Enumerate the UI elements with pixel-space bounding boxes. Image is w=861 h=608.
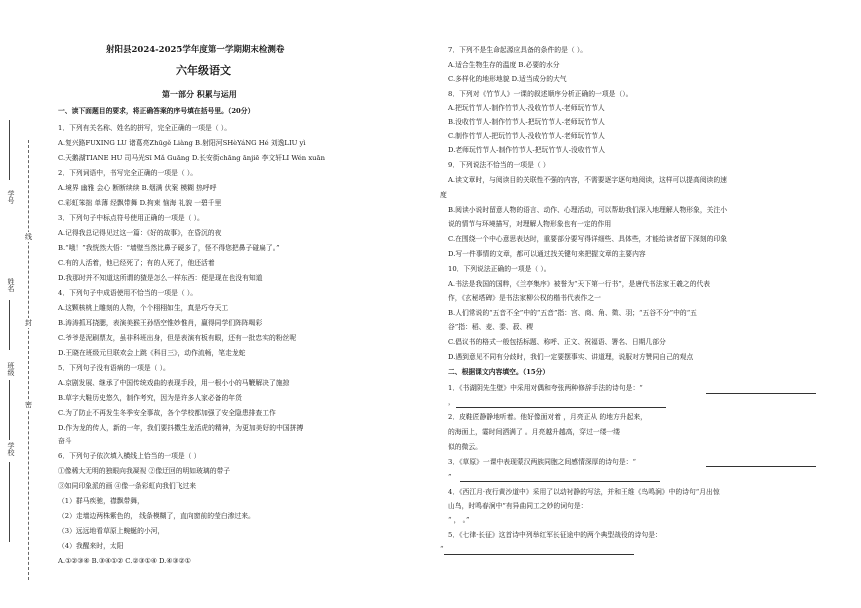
question-line: C.多样化的地形地貌 D.适当成分的大气	[448, 75, 567, 83]
student-number-blank[interactable]	[9, 120, 10, 180]
question-line: A.复兴路FUXING LU 诸葛亮Zhūgě Liàng B.射阳河SHèYáNG Hé 刘逸LIU yì	[58, 139, 306, 147]
question-line: （4）我醒来时，太阳	[58, 542, 124, 550]
fill-line: 山鸟，时鸣春涧中”有异曲同工之妙的词句是：	[448, 502, 588, 510]
fill-line: ”	[448, 473, 452, 481]
question-line: C.在围绕一个中心意思表达时，重要部分要写得详细些、具体些，才能给读者留下深刻的印象	[448, 235, 727, 243]
answer-blank[interactable]	[460, 474, 660, 482]
question-line: 4．下列句子中成语使用不恰当的一项是（ ）。	[58, 289, 198, 297]
question-line: 7．下列不是生命起源应具备的条件的是（ ）。	[448, 46, 588, 54]
question-line: （3）远远地看草原上蜿蜒的小河，	[58, 527, 165, 535]
fill-line: 似的微云。	[448, 443, 482, 451]
fill-line: 1．《书湖阴先生壁》中采用对偶和夸张两种修辞手法的诗句是：“	[448, 384, 643, 392]
fill-line: “	[440, 545, 444, 553]
question-line: B.人们常说的“五音不全”中的“五音”指：宫、商、角、徵、羽；“五谷不分”中的“五	[448, 309, 697, 317]
question-line: B.阅读小说时留意人物的语言、动作、心理活动，可以帮助我们深入地理解人物形象，关注小	[448, 206, 728, 214]
question-line: C.爷爷是泥刷票友，虽非科班出身，但是表演有板有眼，还有一批忠实的粉丝呢	[58, 334, 297, 342]
question-line: B.涛涛抓耳挠腮，表演美猴王孙悟空惟妙惟肖，赢得同学们阵阵喝彩	[58, 319, 263, 327]
question-line: （2）走墙边两株紫色的， 线条模糊了，直向窗前的莹白渗过来。	[58, 512, 255, 520]
left-column	[58, 0, 440, 608]
question-line: 谷”指：稻、麦、黍、菽、稷	[448, 323, 534, 331]
section-heading-1: 一、读下面题目的要求，将正确答案的序号填在括号里。（20分）	[58, 107, 255, 115]
question-line: ③如同印象派的画 ④像一条彩虹向我们飞过来	[58, 482, 197, 490]
question-line: B.没收竹节人-制作竹节人-把玩竹节人-老师玩竹节人	[448, 118, 605, 126]
question-line: 1．下列有关名称、姓名的拼写，完全正确的一项是（ ）。	[58, 124, 232, 132]
answer-blank[interactable]	[706, 386, 816, 394]
question-line: 9．下列说法不恰当的一项是（ ）	[448, 161, 550, 169]
question-line: D.写一件事情的文章，都可以通过找关键句来把握文章的主要内容	[448, 250, 646, 258]
exam-subject: 六年级语文	[176, 64, 231, 77]
seal-char-feng: 封	[25, 319, 32, 327]
fill-line: “ ， 。”	[448, 516, 470, 524]
question-line: A.①②③④ B.③④①② C.②③①④ D.④③②①	[58, 557, 191, 565]
exam-title: 射阳县2024-2025学年度第一学期期末检测卷	[106, 45, 285, 55]
question-line: C.倡议书的格式一般包括标题、称呼、正文、祝福语、署名、日期几部分	[448, 338, 666, 346]
question-line: A.读文章时，与阅读目的关联性不强的内容，不需要逐字逐句地阅读，这样可以提高阅读的速	[448, 176, 727, 184]
question-line: 8．下列对《竹节人》一课的叙述顺序分析正确的一项是（）。	[448, 90, 633, 98]
question-line: C.天鹅湖TIANE HU 司马光Sī Mǎ Guāng D.长安街chāng ānjiē 李文轩LI Wén xuān	[58, 154, 325, 162]
part-heading: 第一部分 积累与运用	[162, 89, 237, 99]
school-blank[interactable]	[9, 462, 10, 542]
question-line: D.老师玩竹节人-制作竹节人-把玩竹节人-没收竹节人	[448, 146, 605, 154]
question-line: A.把玩竹节人-制作竹节人-没收竹节人-老师玩竹节人	[448, 104, 605, 112]
question-line: D.作为龙的传人，新的一年，我们要抖擞生龙活虎的精神，为更加美好的中国拼搏	[58, 424, 304, 432]
question-line: A.书法是我国的国粹，《兰亭集序》被誉为“天下第一行书”，是唐代书法家王羲之的代表	[448, 280, 711, 288]
fill-line: 4．《西江月·夜行黄沙道中》采用了以动衬静的写法，并和王维《鸟鸣涧》中的诗句“月出惊	[448, 488, 720, 496]
right-column	[440, 0, 848, 608]
fill-line: 3．《草原》一课中表现蒙汉两族同胞之间感情深厚的诗句是：“	[448, 458, 636, 466]
question-line: 6．下列句子依次填入横线上恰当的一项是（ ）	[58, 452, 201, 460]
name-label: 姓名	[7, 278, 15, 292]
question-line: D.王晓在班级元旦联欢会上跳《科目三》，动作流畅，笔走龙蛇	[58, 349, 246, 357]
seal-line	[28, 140, 29, 580]
question-line: （1）群马疾驰，襟飘带舞，	[58, 497, 144, 505]
question-line: D.遇到意见不同有分歧时，我们一定要摆事实、讲道理，说服对方赞同自己的观点	[448, 353, 694, 361]
answer-blank[interactable]	[444, 547, 634, 555]
question-line: C.为了防止不再发生冬季安全事故，各个学校都加强了安全隐患排查工作	[58, 409, 276, 417]
question-line: 3．下列句子中标点符号使用正确的一项是（ ）。	[58, 214, 204, 222]
fill-line: 5．《七律·长征》这首诗中列举红军长征途中的两个典型战役的诗句是：	[448, 531, 662, 539]
question-line: D.我那时并不知道这所谓的猹是怎么一样东西：便是现在也没有知道	[58, 274, 263, 282]
question-line: 5．下列句子没有语病的一项是（ ）。	[58, 364, 170, 372]
question-line: 奋斗	[58, 437, 72, 445]
question-line: 10．下列说法正确的一项是（ ）。	[448, 265, 551, 273]
class-label: 班级	[7, 362, 15, 376]
fill-line: ，	[448, 398, 455, 406]
question-line: C.制作竹节人-把玩竹节人-没收竹节人-老师玩竹节人	[448, 132, 605, 140]
class-blank[interactable]	[9, 380, 10, 440]
fill-line: 的海面上，霎时间洒满了 。月亮越升越高，穿过一缕一缕	[448, 428, 621, 436]
answer-blank[interactable]	[706, 459, 816, 467]
question-line: 说的情节与环境描写，对理解人物形象也有一定的作用	[448, 220, 612, 228]
question-line: A.境界 幽雅 会心 断断续续 B.烟满 伏案 模糊 热呼呼	[58, 184, 217, 192]
school-label: 学校	[7, 442, 15, 456]
question-line: A.这颗核桃上雕刻的人物，个个栩栩如生，真是巧夺天工	[58, 304, 229, 312]
seal-char-xian: 线	[25, 233, 32, 241]
question-line: A.记得我总记得见过这一篇：《好的故事》，在昏沉的夜	[58, 229, 222, 237]
question-line: C.有的人活着，他已经死了；有的人死了，他还活着	[58, 259, 215, 267]
section-heading-2: 二、根据课文内容填空。（15分）	[448, 368, 550, 376]
name-blank[interactable]	[9, 300, 10, 350]
seal-char-mi: 密	[25, 401, 32, 409]
question-line: 2．下列词语中，书写完全正确的一项是（ ）。	[58, 169, 198, 177]
binding-margin	[0, 0, 58, 608]
question-line: ①像稀大无明的独眼向我凝视 ②像迂回的明如玻璃的带子	[58, 467, 231, 475]
question-line: B.草字大鞋历史悠久，制作考究，因为是许多人家必备的年货	[58, 394, 242, 402]
question-line: 度	[440, 191, 447, 199]
answer-blank[interactable]	[456, 400, 666, 408]
student-number-label: 学号	[7, 190, 15, 204]
question-line: C.彩虹笨拙 单薄 经飘带舞 D.拘束 恼海 礼貌 一碧千里	[58, 199, 222, 207]
question-line: 作，《玄秘塔碑》是书法家柳公权的楷书代表作之一	[448, 294, 601, 302]
fill-line: 2．皮鞋匠静静地听着。他好像面对着 ，月亮正从 的地方升起来，	[448, 413, 647, 421]
question-line: B.“哦！”我恍然大悟：“墙壁当然比鼻子硬多了，怪不得您把鼻子碰扁了。”	[58, 244, 280, 252]
question-line: A.京剧发展、继承了中国传统戏曲的表现手段，用一根小小的马鞭解决了施掠	[58, 379, 290, 387]
question-line: A.适合生物生存的温度 B.必要的水分	[448, 61, 560, 69]
